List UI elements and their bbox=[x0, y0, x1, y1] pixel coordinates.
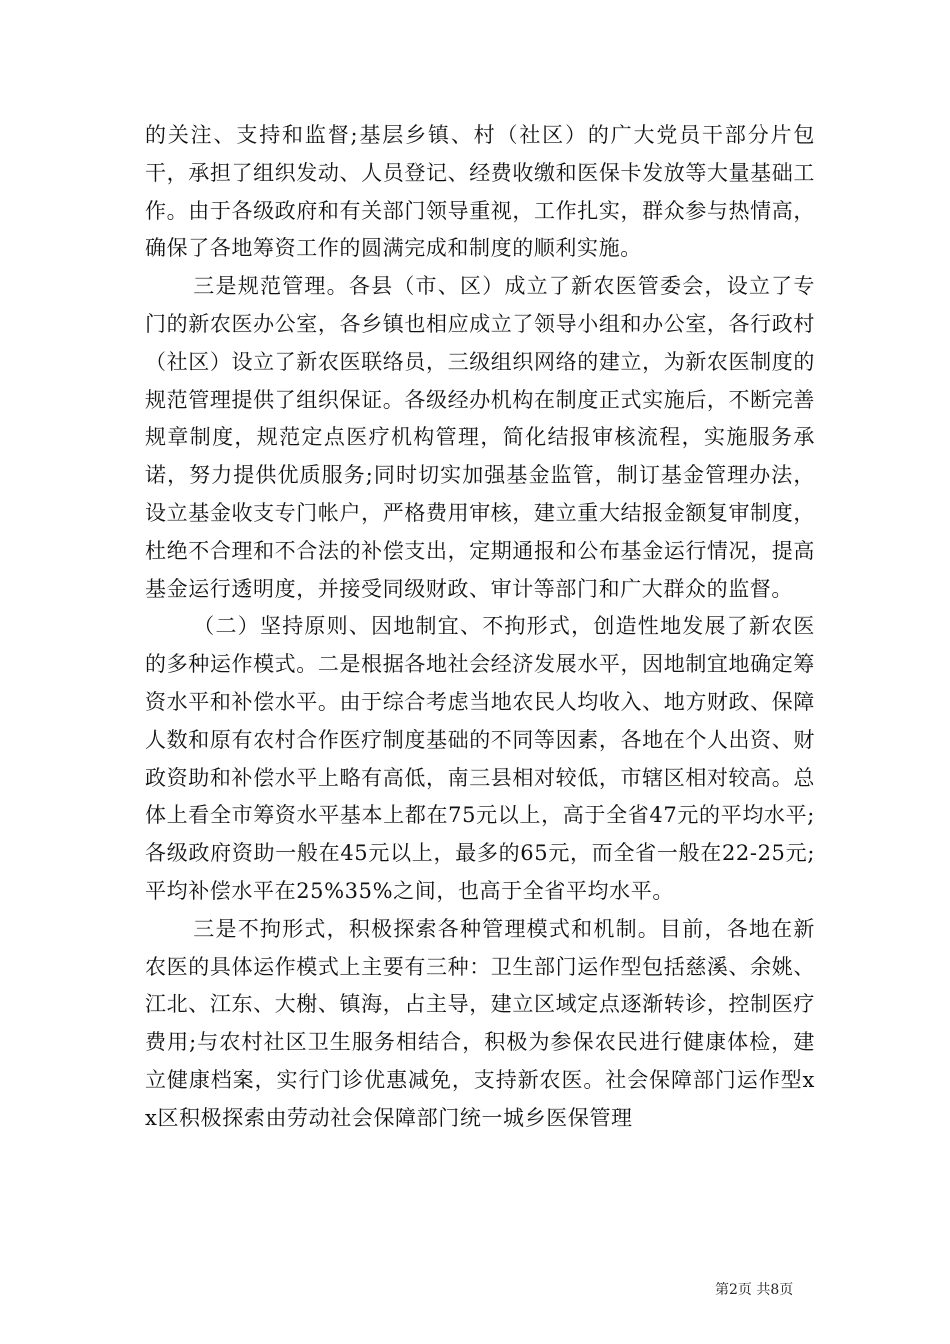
paragraph-standardized-management: 三是规范管理。各县（市、区）成立了新农医管委会，设立了专门的新农医办公室，各乡镇也相应成立了领导小组和办公室，各行政村（社区）设立了新农医联络员，三级组织网络的建立，为新农医制度的规范管理提供了组织保证。各级经办机构在制度正式实施后，不断完善规章制度，规范定点医疗机构管理，简化结报审核流程，实施服务承诺，努力提供优质服务;同时切实加强基金监管，制订基金管理办法，设立基金收支专门帐户，严格费用审核，建立重大结报金额复审制度，杜绝不合理和不合法的补偿支出，定期通报和公布基金运行情况，提高基金运行透明度，并接受同级财政、审计等部门和广大群众的监督。 bbox=[145, 274, 815, 601]
document-body bbox=[145, 117, 815, 1138]
paragraph-management-models: 三是不拘形式，积极探索各种管理模式和机制。目前，各地在新农医的具体运作模式上主要有三种：卫生部门运作型包括慈溪、余姚、江北、江东、大榭、镇海，占主导，建立区域定点逐渐转诊，控制医疗费用;与农村社区卫生服务相结合，积极为参保农民进行健康体检，建立健康档案，实行门诊优惠减免，支持新农医。社会保障部门运作型xx区积极探索由劳动社会保障部门统一城乡医保管理 bbox=[145, 916, 815, 1130]
page-number-footer: 第2页 共8页 bbox=[715, 1282, 794, 1298]
paragraph-operation-modes: （二）坚持原则、因地制宜、不拘形式，创造性地发展了新农医的多种运作模式。二是根据各地社会经济发展水平，因地制宜地确定筹资水平和补偿水平。由于综合考虑当地农民人均收入、地方财政、保障人数和原有农村合作医疗制度基础的不同等因素，各地在个人出资、财政资助和补偿水平上略有高低，南三县相对较低，市辖区相对较高。总体上看全市筹资水平基本上都在75元以上，高于全省47元的平均水平;各级政府资助一般在45元以上，最多的65元，而全省一般在22-25元;平均补偿水平在25%35%之间，也高于全省平均水平。 bbox=[145, 614, 815, 903]
paragraph-continuation: 的关注、支持和监督;基层乡镇、村（社区）的广大党员干部分片包干，承担了组织发动、人员登记、经费收缴和医保卡发放等大量基础工作。由于各级政府和有关部门领导重视，工作扎实，群众参与热情高，确保了各地筹资工作的圆满完成和制度的顺利实施。 bbox=[145, 123, 815, 261]
